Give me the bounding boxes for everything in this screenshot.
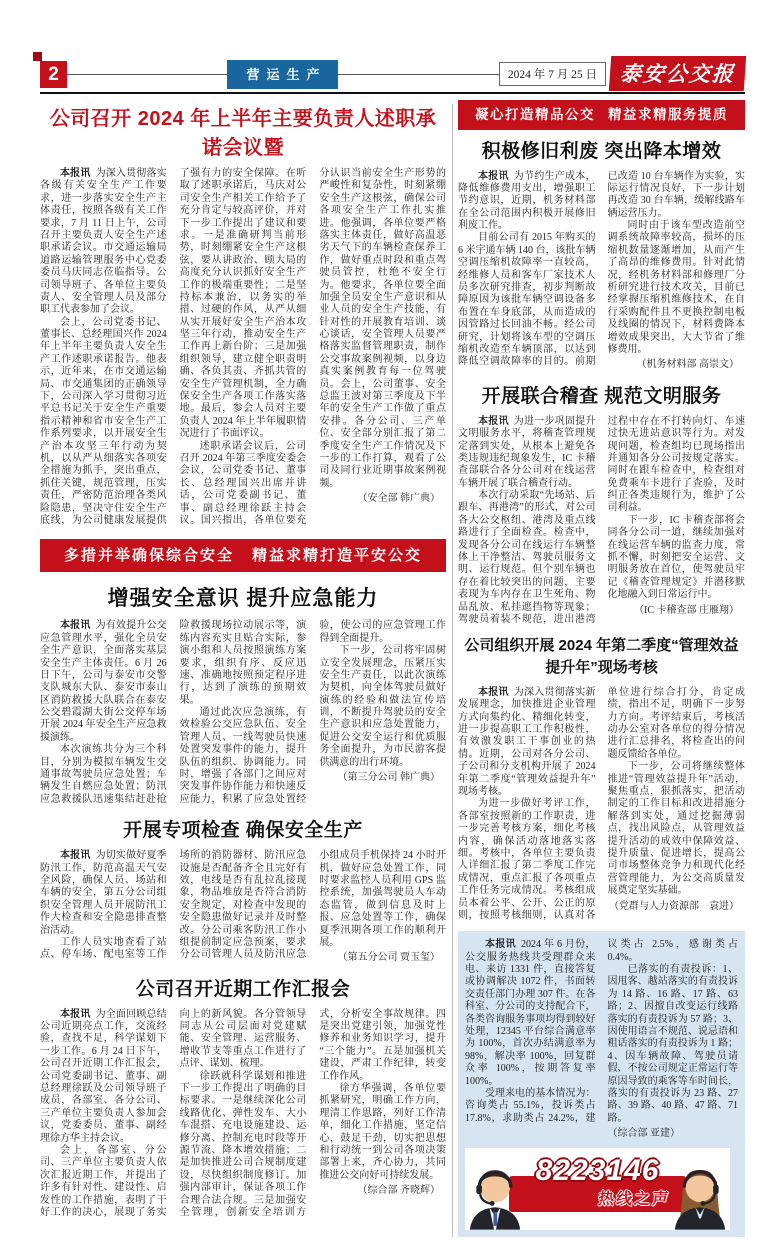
paragraph: 会上，各部室、分公司、三产单位主要负责人依次汇报近期工作，并提出了许多有针对性、建设性、启发性的工作措施，表明了干好工作的决心，展现了务实向上的新风貌。各分管领导同志从公司层面对党建赋能、安全管理、运营服务、增收节支等重点工作进行了点评、谋划、梳理。	[40, 1008, 307, 1218]
article-quarterly-assessment	[458, 635, 745, 922]
corner-square-decoration	[33, 52, 42, 61]
paragraph: 会上，公司党委书记、董事长、总经理国兴作 2024 年上半年主要负责人安全生产工作述职承诺报告。他表示，近年来，在市交通运输局、市交通集团的正确领导下，公司深入学习贯彻习近平总书记关于安全生产重要指示精神和省市安全生产工作系列要求，以开展安全生产治本攻坚三年行动为契机，以从严从细落实各项安全措施为抓手，突出重点，抓住关键，规范管理，压实责任，严密防范治理各类风险隐患，坚决守住安全生产底线，为公司健康发展提供了强有力的安全保障。在听取了述职承诺后，马庆对公司安全生产相关工作给予了充分肯定与较高评价，并对下一步工作提出了建议和要求。一是准确研判当前形势，时刻绷紧安全生产这根弦，要从讲政治、顾大局的高度充分认识抓好安全生产工作的极端重要性；二是坚持标本兼治，以务实的举措、过硬的作风，从严从细从实开展好安全生产治本攻坚三年行动，推动安全生产工作再上新台阶；三是加强组织领导，建立健全职责明确、各负其责、齐抓共管的安全生产管理机制，全力确保安全生产各项工作落实落地。最后，参会人员对主要负责人 2024 年上半年履职情况进行了书面评议。	[40, 168, 307, 526]
paragraph: 同时由于该车型改造前空调系统故障率较高，损坏的压缩机数量逐渐增加，从而产生了高昂的维修费用。针对此情况，经机务材料部和修理厂分析研究进行技术攻关，目前已经掌握压缩机维修技术，在自行采购配件且不更换控制电板及线圈的情况下，材料费降本增效成果突出，大大节省了维修费用。	[607, 220, 745, 355]
article-headline: 公司组织开展 2024 年第二季度“管理效益提升年”现场考核	[464, 637, 739, 677]
paragraph: 下一步，公司将牢固树立安全发展理念，压紧压实安全生产责任，以此次演练为契机，向全体驾驶员做好演练的经验和做法宣传培训，不断提升驾驶员的安全生产意识和应急处置能力，促进公交安全运行和优质服务全面提升，为市民游客提供满意的出行环境。	[319, 645, 446, 768]
header-rule-right	[338, 74, 498, 75]
paragraph: 为进一步做好考评工作，各部室按照新的工作职责，进一步完善考核方案，细化考核内容，确保活动落地落实落细。考核中，各单位主要负责人详细汇报了第二季度工作完成情况，重点汇报了各项重点工作任务完成情况。考核组成员本着公平、公开、公正的原则，按照考核细则，认真对各单位进行综合打分，肯定成绩，指出不足，明确下一步努力方向。考评结束后，考核活动办公室对各单位的得分情况进行汇总排名，将检查出的问题反馈给各单位。	[458, 686, 745, 921]
paragraph: 徐方华强调，各单位要抓紧研究，明确工作方向，理清工作思路，列好工作清单，细化工作措施，坚定信心，鼓足干劲，切实把思想和行动统一到公司各项决策部署上来，齐心协力，共同推进公交向好可持续发展。	[319, 1083, 446, 1181]
article-emergency-drill	[40, 582, 446, 806]
paragraph	[40, 850, 167, 937]
paragraph	[465, 939, 596, 1088]
article-body	[458, 171, 745, 372]
article-repair-reuse	[458, 136, 745, 372]
paragraph: 已落实的有责投诉：1、因甩客、越站落实的有责投诉为 14 路、16 路、17 路、63 路；2、因擅自改变运行线路落实的有责投诉为 57 路；3、因使用语言不规范、说忌语和粗话落实的有责投诉为 1 路；4、因车辆故障、驾驶员请假、不按公司规定正常运行等原因导致的乘客等车时间长，落实的有责投诉为 23 路、27 路、39 路、40 路、47 路、71 路。	[607, 964, 738, 1124]
page-number-box	[40, 61, 67, 88]
byline: （第五分公司 贾玉玺）	[337, 952, 440, 964]
lead-label: 本报讯	[478, 686, 509, 698]
paragraph: 通过此次应急演练，有效检验公交应急队伍、安全管理人员、一线驾驶员快速处置突发事件的能力，提升队伍的组织、协调能力。同时，增强了各部门之间应对突发事件协作能力和快速反应能力，积累了应急处置经验，使公司的应急管理工作得到全面提升。	[179, 620, 446, 805]
banner-text-right: 精益求精服务提质	[608, 107, 728, 122]
banner-text-left: 多措并举确保综合安全	[63, 547, 234, 565]
right-column-region	[458, 100, 745, 1237]
paragraph-text: 为切实做好夏季防汛工作，防范高温天气安全风险，确保人员、场站和车辆的安全，第五分公司组织安全管理人员开展防汛工作大检查和安全隐患排查整治活动。	[40, 850, 167, 936]
article-body	[40, 1009, 446, 1220]
byline: （综合部 齐晓辉）	[357, 1185, 440, 1197]
byline: （安全部 韩广典）	[357, 493, 440, 505]
article-work-report-meeting	[40, 974, 446, 1220]
article-headline: 公司召开 2024 年上半年主要负责人述职承诺会议暨	[49, 108, 437, 159]
operator-woman-icon	[672, 1162, 728, 1230]
banner-text-left: 凝心打造精品公交	[475, 107, 595, 122]
paragraph	[458, 416, 596, 490]
paragraph: 徐跃就科学谋划和推进下一步工作提出了明确的目标要求。一是继续深化公司线路优化、弹性发车、大小车混搭、充电设施建设、运修分离、控制充电时段等开源节流、降本增效措施；二是加快推进公司合规制度建设，尽快组织制度修订。加强内部审计，保证各项工作合理合法合规。三是加强安全管理，创新安全培训方式，分析安全事故规律。四是突出党建引领，加强党性修养和业务知识学习，提升“三个能力”。五是加强机关建设，严肃工作纪律，转变工作作风。	[179, 1008, 446, 1218]
paragraph-text: 为节约生产成本，降低维修费用支出，增强职工节约意识，近期，机务材料部在全公司范围内积极开展修旧利废工作。	[458, 170, 596, 232]
lead-label: 本报讯	[478, 170, 509, 182]
paragraph-text: 为进一步巩固提升文明服务水平，将稽查管理规定落到实处，从根本上避免各类违规违纪现象发生，IC 卡稽查部联合各分公司对在线运营车辆开展了联合稽查行动。	[458, 415, 596, 489]
article-body	[458, 687, 745, 922]
byline: （综合部 亚建）	[607, 1128, 680, 1140]
article-headline: 开展专项检查 确保安全生产	[123, 820, 363, 842]
article-headline: 增强安全意识 提升应急能力	[107, 587, 379, 611]
hotline-report-box	[458, 931, 745, 1236]
lead-label: 本报讯	[485, 939, 516, 951]
lead-label: 本报讯	[60, 620, 91, 632]
article-special-inspection	[40, 815, 446, 965]
operator-man-icon	[467, 1162, 523, 1230]
header-divider	[40, 92, 745, 94]
article-body	[458, 416, 745, 627]
article-headline: 开展联合稽查 规范文明服务	[481, 385, 722, 407]
lead-label: 本报讯	[60, 850, 91, 862]
byline: （第三分公司 韩广典）	[337, 772, 440, 784]
banner-text-right: 精益求精打造平安公交	[251, 547, 422, 565]
paragraph: 本次行动采取“先场站、后跟车、再港湾”的形式，对公司各大公交枢纽、港湾及重点线路进行了全面检查。检查中，发现各分公司在线运行车辆整体上干净整洁、驾驶员服务文明、运行规范。但个别车辆也存在着比较突出的问题，主要表现为车内存在卫生死角、物品乱放、私挂遮挡物等现象；驾驶员着装不规范，进出港湾过程中存在不打转向灯、车速过快无进站意识等行为。对发现问题，检查组均已现场指出并通知各分公司按规定落实。同时在跟车检查中，检查组对免费乘车卡进行了查验，及时纠正各类违规行为，维护了公司利益。	[458, 415, 745, 625]
article-joint-inspection	[458, 381, 745, 627]
paragraph	[40, 1009, 167, 1145]
page-number: 2	[48, 63, 59, 85]
paragraph-text: 2024 年 6 月份，公交服务热线共受理群众来电、来访 1331 件，直接答复或协调解决 1072 件，书面转交责任部门办理 307 件。在各科室、分公司的支持配合下，各类咨询服务事项均得到较好处理，12345 平台综合满意率为 100%，首次办结满意率为 98%，解决率 100%，回复群众率 100%，按期答复率 100%。	[465, 939, 596, 1087]
article-body	[40, 168, 446, 527]
header-rule-left	[67, 74, 227, 75]
article-body	[40, 620, 446, 806]
article-headline: 积极修旧利废 突出降本增效	[481, 140, 722, 162]
article-body	[465, 939, 738, 1140]
paragraph-text: 为有效提升公交应急管理水平，强化全员安全生产意识，全面落实基层安全生产主体责任。6 月 26 日下午，公司与泰安市交警支队城东大队、泰安市泰山区消防救援大队联合在泰安公交碧霞湖大街公交停车场开展 2024 年安全生产应急救援演练。	[40, 620, 167, 743]
paragraph: 述职承诺会议后，公司召开 2024 年第三季度安委会会议，公司党委书记、董事长、总经理国兴出席并讲话，公司党委副书记、董事、副总经理徐跃主持会议。国兴指出，各单位要充分认识当前安全生产形势的严峻性和复杂性，时刻紧绷安全生产这根弦，确保公司各项安全生产工作扎实推进。他强调，各单位要严格落实主体责任，做好高温恶劣天气下的车辆检查保养工作，做好重点时段和重点驾驶员管控，杜绝不安全行为。他要求，各单位要全面加强全员安全生产意识和从业人员的安全生产技能，有针对性的开展教育培训、谈心谈话，安全管理人员要严格落实监督管理职责，制作公交事故案例视频，以身边真实案例教育每一位驾驶员。会上，公司董事、安全总监王波对第三季度及下半年的安全生产工作做了重点安排。各分公司、三产单位、安全部分别汇报了第二季度安全生产工作情况及下一步的工作打算，观看了公司及同行业近期事故案例视频。	[179, 168, 446, 526]
quality-slogan-banner	[458, 100, 745, 130]
column-divider	[452, 104, 453, 1237]
byline: （党群与人力资源部 袁进）	[609, 900, 739, 912]
lead-label: 本报讯	[478, 415, 509, 427]
page-header	[40, 54, 745, 94]
left-column-region	[40, 100, 446, 1237]
paragraph	[458, 687, 596, 799]
byline: （机务材料部 高崇文）	[636, 359, 739, 371]
section-label: 营运生产	[227, 60, 338, 89]
hotline-phone-number: 8223146	[535, 1153, 660, 1187]
safety-slogan-banner	[40, 539, 446, 572]
article-body	[40, 850, 446, 965]
paragraph	[458, 171, 596, 233]
hotline-label: 热线之声	[597, 1190, 671, 1208]
paragraph	[40, 620, 167, 744]
paragraph: 工作人员实地查看了站点、停车场、配电室等工作场所的消防器材、防汛应急设施是否配备齐全且完好有效，电线是否有乱拉乱接现象，物品堆放是否符合消防安全规定，对检查中发现的安全隐患做好记录并及时整改。分公司乘客防汛工作小组提前制定应急预案，要求分公司管理人员及防汛应急小组成员手机保持 24 小时开机，做好应急处置工作，同时要求监控人员利用 GPS 监控系统，加强驾驶员人车动态监管，做到信息及时上报、应急处置等工作，确保夏季汛期各项工作的顺利开展。	[40, 850, 446, 961]
masthead-logo: 泰安公交报	[609, 56, 746, 91]
article-headline: 公司召开近期工作汇报会	[135, 978, 351, 1000]
paragraph-text: 为深入贯彻落实新发展理念，加快推进企业管理方式向集约化、精细化转变，进一步提高职工工作积极性，有效激发职工干事创业的热情。近期，公司对各分公司、子公司和分支机构开展了 2024 年第二季度“管理效益提升年”现场考核。	[458, 686, 596, 798]
article-shuzhi-meeting	[40, 102, 446, 527]
paragraph: 受理来电的基本情况为：咨询类占 55.1%，投诉类占 17.8%，求助类占 24.2%，建议类占 2.5%，感谢类占 0.4%。	[465, 939, 738, 1124]
byline: （IC 卡稽查部 庄雁翔）	[634, 604, 739, 616]
paragraph: 本次演练共分为三个科目，分别为模拟车辆发生交通事故驾驶员应急处置；车辆发生自燃应急处置；防汛应急救援队迅速集结赶赴抢险救援现场拉动展示等，演练内容充实且贴合实际，参演小组和人员按照演练方案要求，组织有序、反应迅速、准确地按照预定程序进行，达到了演练的预期效果。	[40, 620, 307, 805]
paragraph: 下一步，公司将继续整体推进“管理效益提升年”活动，聚焦重点，狠抓落实，把活动制定的工作目标和改进措施分解落到实处，通过挖掘薄弱点，找出风险点，从管理效益提升活动的成效中保障效益、提升质量、促进增长，提高公司市场整体竞争力和现代化经营管理能力，为公交高质量发展奠定坚实基础。	[607, 761, 745, 897]
paragraph-text: 为深入贯彻落实各级有关安全生产工作要求，进一步落实安全生产主体责任，按照各级有关工作要求，7 月 11 日上午，公司召开主要负责人安全生产述职承诺会议。市交通运输局道路运输管理服务中心党委委员马庆同志莅临指导。公司领导班子、各单位主要负责人、安全管理人员及部分职工代表参加了会议。	[40, 168, 167, 316]
paragraph-text: 为全面回顾总结公司近期亮点工作，交流经验，查找不足，科学谋划下一步工作。6 月 24 日下午，公司召开近期工作汇报会，公司党委副书记、董事、副总经理徐跃及公司领导班子成员，各部室、各分公司、三产单位主要负责人参加会议，党委委员、董事、副经理徐方华主持会议。	[40, 1008, 167, 1144]
lead-label: 本报讯	[60, 1008, 91, 1020]
lead-label: 本报讯	[60, 168, 91, 179]
issue-date: 2024 年 7 月 25 日	[499, 62, 606, 86]
hotline-banner	[465, 1148, 730, 1230]
paragraph: 目前公司有 2015 年购买的 6 米宇通车辆 140 台，该批车辆空调压缩机故障率一直较高，经维修人员和客车厂家技术人员多次研究排查，初步判断故障原因为该批车辆空调设备多布置在车身底部，从而造成的因管路过长回油不畅。经公司研究，计划将该车型的空调压缩机改造至车辆顶部，以达到降低空调故障率的目的。前期已改造 10 台车辆作为实验，实际运行情况良好，下一步计划再改造 30 台车辆，缓解线路车辆运营压力。	[458, 170, 745, 368]
paragraph	[40, 168, 167, 317]
paragraph: 下一步，IC 卡稽查部将会同各分公司一道，继续加强对在线运营车辆的监查力度，常抓不懈，时刻把安全运营、文明服务放在首位，使驾驶员牢记《稽查管理规定》并潜移默化地融入到日常运行中。	[607, 514, 745, 601]
page-content	[40, 100, 745, 1237]
